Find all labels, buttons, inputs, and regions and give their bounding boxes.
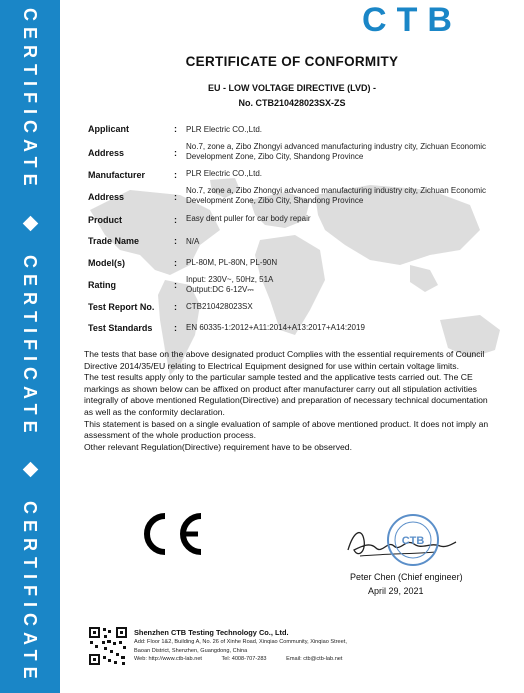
footer-contact-line	[134, 655, 514, 664]
field-label: Rating	[88, 280, 116, 290]
paragraph: The tests that base on the above designated product Complies with the essential requirements of Council Directive 2014/35/EU relating to Electrical Equipment designed for use within certain voltage limits.	[84, 349, 485, 371]
field-label: Test Standards	[88, 323, 153, 333]
field-label: Address	[88, 192, 125, 202]
footer-address-line: Add: Floor 1&2, Building A, No. 26 of Xinhe Road, Xinqiao Community, Xinqiao Street,	[134, 639, 347, 645]
footer-contact-block	[134, 628, 514, 664]
ce-mark-logo	[136, 512, 206, 556]
field-value: Input: 230V~, 50Hz, 51A	[186, 275, 274, 284]
directive-line: EU - LOW VOLTAGE DIRECTIVE (LVD) -	[208, 83, 376, 93]
paragraph: This statement is based on a single evaluation of sample of above mentioned product. It does not imply an assessment of the whole production process.	[84, 418, 489, 441]
field-colon: :	[174, 170, 177, 180]
stamp-text: CTB	[401, 535, 425, 547]
diamond-icon	[22, 215, 38, 231]
paragraph: Other relevant Regulation(Directive) requirement have to be observed.	[84, 441, 352, 452]
field-label: Applicant	[88, 124, 130, 134]
signature-date: April 29, 2021	[368, 586, 424, 596]
field-value: Easy dent puller for car body repair	[186, 214, 311, 223]
field-colon: :	[174, 124, 177, 134]
footer-address-line: Baoan District, Shenzhen, Guangdong, China	[134, 647, 248, 654]
footer-tel: Tel: 4008-707-283	[221, 656, 267, 663]
field-value: CTB210428023SX	[186, 302, 253, 311]
paragraph: The test results apply only to the particular sample tested and the applicative tests carried out. The CE markings as shown below can be affixed on product after manufacturer carry out all stipulation activities integrally of above mentioned Regulation(Directive) and preparation of necessary technical documentation as well as the conformity declaration.	[84, 372, 488, 417]
field-colon: :	[174, 148, 177, 158]
field-value: PLR Electric CO.,Ltd.	[186, 125, 263, 134]
field-label: Model(s)	[88, 258, 125, 268]
certificate-number: No. CTB210428023SX-ZS	[238, 98, 346, 108]
field-label: Test Report No.	[88, 302, 155, 312]
field-colon: :	[174, 192, 177, 202]
company-stamp	[385, 512, 441, 568]
sidebar-text	[0, 0, 60, 693]
field-colon: :	[174, 258, 177, 268]
field-value: No.7, zone a, Zibo Zhongyi advanced manufacturing industry city, Zichuan Economic Development Zone, Zibo City, Shandong Province	[186, 142, 487, 161]
field-value: No.7, zone a, Zibo Zhongyi advanced manufacturing industry city, Zichuan Economic Development Zone, Zibo City, Shandong Province	[186, 186, 487, 205]
field-value: N/A	[186, 237, 200, 246]
field-value: PLR Electric CO.,Ltd.	[186, 169, 263, 178]
field-colon: :	[174, 215, 177, 225]
qr-code-icon	[88, 626, 128, 666]
field-value: PL-80M, PL-80N, PL-90N	[186, 258, 278, 267]
field-value-output: Output:DC 6-12V⎓	[186, 285, 254, 294]
sidebar-word-1: CERTIFICATE	[20, 8, 40, 192]
field-colon: :	[174, 280, 177, 290]
diamond-icon	[22, 462, 38, 478]
footer-email: Email: ctb@ctb-lab.net	[286, 656, 343, 663]
signer-name: Peter Chen (Chief engineer)	[350, 572, 463, 582]
footer-company-name: Shenzhen CTB Testing Technology Co., Ltd.	[134, 628, 289, 637]
statement-text	[84, 349, 496, 453]
sidebar-word-3: CERTIFICATE	[20, 501, 40, 685]
field-label: Manufacturer	[88, 170, 146, 180]
field-label: Trade Name	[88, 236, 140, 246]
field-value: EN 60335-1:2012+A11:2014+A13:2017+A14:2019	[186, 323, 365, 332]
sidebar-word-2: CERTIFICATE	[20, 254, 40, 439]
field-colon: :	[174, 236, 177, 246]
ctb-logo: CTB	[362, 1, 462, 39]
field-label: Address	[88, 148, 125, 158]
certificate-title: CERTIFICATE OF CONFORMITY	[185, 54, 399, 69]
field-label: Product	[88, 215, 123, 225]
footer-web: Web: http://www.ctb-lab.net	[134, 656, 202, 663]
field-colon: :	[174, 302, 177, 312]
field-colon: :	[174, 323, 177, 333]
